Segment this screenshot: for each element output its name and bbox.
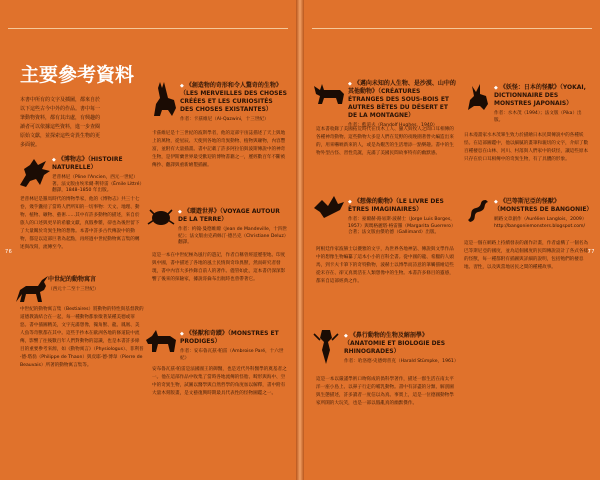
section-title: 主要參考資料 (20, 64, 135, 86)
entry-body: 這是一本以嚴謹學術口吻寫成的偽科學著作，描述一群生活在南太平洋一座小島上、以鼻子行走的哺乳動物。書中有詳盡的分類、解剖圖與生態描述，許多讀者一度信以為真。事實上，這是一位德國動物學家所開的大玩笑，也是一部以假亂真的幽默傑作。 (316, 377, 454, 406)
entry-mandeville-body (152, 252, 288, 284)
right-page (304, 0, 600, 480)
bullet-icon: ◆ (494, 199, 498, 205)
entry-title: 中世紀的動物寓言 (48, 276, 97, 283)
entry-body: 這是一本在中世紀極為風行的遊記，作者自稱曾經遊歷聖地、印度與中國，書中描述了各地的風土民情與奇珍異獸，然而研究者發現，書中內容大多抄錄自前人的著作。儘管如此，這本書仍深深影響了後來的探險家，據說哥倫布出航時也曾帶著它。 (152, 253, 286, 282)
entry-randolf-body (316, 126, 456, 158)
right-page-number: 77 (587, 249, 595, 255)
entry-title: ◆ 《妖怪：日本的怪獸》（YOKAI, DICTIONNAIRE DES MONSTRES JAPONAIS） (494, 84, 586, 107)
entry-medieval-body (20, 306, 144, 370)
bullet-icon: ◆ (494, 85, 498, 91)
unicorn-illustration (14, 276, 50, 304)
beetle-creature-illustration (146, 206, 176, 230)
entry-qazwini (180, 82, 288, 128)
entry-rhinogrades (344, 332, 458, 370)
entry-body: 中世紀的動物寓言集（Bestiaires）將動物的特性與基督教的道德教誨結合在一起，每一種動物都象徵著某種美德或罪惡。書中插圖精美，文字充滿想像，獨角獸、龍、鳳凰、美人魚等奇獸都在其中。這些手抄本在歐洲各地的修道院中流傳，影響了往後數百年人們對動物的認識，也是本書許多條目的重要參考來源，如《動物寓言》（Physiologus）、菲利普·德·塔翁（Philippe de Thaon）與皮耶·德·博韋（Pierre de Beauvais）所著的動物寓言集等。 (20, 307, 144, 368)
entry-yokai (494, 84, 590, 128)
rhinograde-illustration (312, 328, 340, 366)
entry-body: 老普林尼是羅馬時代的博物學家，他的《博物志》共三十七卷，幾乎囊括了當時人們所知的一切事物：天文、地理、動物、植物、礦物、藝術……其中有許多動物的描述，來自於旅人的口述與更早的希臘文獻，真假參雜，卻也為後世留下了大量關於奇異生物的想像。本書中許多古代傳說中的動物，都是以這部巨著為起點，再經過中世紀動物寓言集的轉述與改寫，流傳至今。 (20, 197, 140, 250)
entry-meta: 作者：卡茲維尼（Al-Qazwini，十三世紀） (180, 117, 269, 122)
entry-body: 安布魯瓦茲·帕雷是法國國王的御醫，也是近代外科醫學的奠基者之一。他在這部作品中收集了當時各地流傳的怪胎、畸形與海中、空中的奇異生物，試圖以醫學與自然哲學的角度加以解釋，書中附有大量木刻版畫，是文藝復興時期最具代表性的怪物圖鑑之一。 (152, 367, 287, 396)
griffin-illustration (16, 155, 54, 189)
entry-body: 這本書收錄了美國拓荒時代在伐木工人、獵人與牧人之間口耳相傳的各種神奇動物。這些動物大多是人們在荒野的夜晚圍著營火編造出來的，用來嚇唬新來的人，或是為艱苦的生活增添一點樂趣。書中的生物外型古怪、習性荒誕，充滿了美國民間故事特有的幽默感。 (316, 127, 454, 156)
horned-hare-illustration (148, 80, 178, 118)
bull-illustration (312, 80, 346, 106)
entry-bangonie-body (464, 240, 590, 272)
intro-paragraph: 本書中所有的文字及插圖，都來自於以下這些古今中外的作品。書中每一筆動物資料，都有其出處，有興趣的讀者可以依據這些資料，進一步查閱原始文獻，並探索這些奇異生物的更多面貌。 (20, 97, 101, 148)
entry-bangonie (494, 198, 593, 234)
bullet-icon: ◆ (348, 81, 352, 87)
entry-title: ◆ 《邁向未知的人生物、是沙漠、山中的其他動物》（CRÉATURES ÉTRANGES DES SOUS-BOIS ET AUTRES BÊTES DU DÉSERT ET DE LA MONTAGNE） (348, 80, 456, 119)
bullet-icon: ◆ (180, 331, 184, 337)
entry-meta: 作者：哈洛德·史德姆普克（Harald Stümpke，1961） (344, 359, 459, 364)
entry-body: 日本漫畫家水木茂畢生致力於描繪日本民間傳說中的各種妖怪。在這部圖鑑中，他以細膩的畫筆和親切的文字，介紹了數百種棲息在山林、河川、村落與人們家中的妖怪，讓這些原本只存在於口耳相傳中的奇異生物，有了具體的形象。 (464, 133, 589, 162)
serpent-illustration (464, 196, 492, 224)
entry-yokai-body (464, 132, 590, 164)
entry-title: ◆ 《博物志》（HISTOIRE NATURELLE） (52, 156, 123, 171)
bullet-icon: ◆ (180, 83, 184, 89)
entry-meta: 作者：水木茂（1994）；法文版（Pika）出版。 (494, 111, 582, 123)
entry-meta: 作者：約翰·曼德維爾（Jean de Mandeville，十四世紀）；法文版由克莉絲汀·德呂克（Christiane Deluz）翻譯。 (178, 227, 288, 245)
entry-title: ◆ 《環遊世界》（VOYAGE AUTOUR DE LA TERRE） (178, 208, 280, 223)
entry-pare-body (152, 366, 288, 398)
entry-title: ◆ 《創造物的奇形和令人驚奇的生物》（LES MERVEILLES DES CHOSES CRÉÉES ET LES CURIOSITÉS DES CHOSES EXISTANTES） (180, 82, 287, 113)
entry-rhinogrades-body (316, 376, 456, 408)
bullet-icon: ◆ (52, 157, 56, 163)
entry-medieval (48, 276, 144, 298)
bullet-icon: ◆ (344, 333, 348, 339)
entry-body: 卡茲維尼是十三世紀的波斯學者，他的這部宇宙誌描述了天上與地上的萬物，從星辰、天使到各地的奇異動物、植物與礦物，內容豐富，並附有大量插畫。書中記載了許多阿拉伯與波斯傳說中的神奇生物，是伊斯蘭世界最受歡迎的博物書籍之一，歷經數百年不斷被傳抄、翻譯與重新繪製插圖。 (152, 131, 286, 168)
entry-pliny-body (20, 196, 144, 252)
book-gutter (296, 0, 304, 480)
top-rule (8, 28, 288, 29)
entry-title: ◆ 《巴等斯尼亞的怪獸》（MONSTRES DE BANGONIE） (494, 198, 593, 213)
left-page-number: 76 (5, 249, 13, 255)
bullet-icon: ◆ (178, 209, 182, 215)
entry-meta: 作者：藍道夫（Randolf Hughes，1940） (348, 123, 438, 128)
left-page (0, 0, 296, 480)
entry-meta: 作者：豪爾赫·路易斯·波赫士（Jorge Luis Borges，1957）與瑪格麗塔·格雷羅（Margarita Guerrero）合著；法文版由傑哈德（Gallimard）出版。 (348, 217, 456, 235)
wolf-beast-illustration (144, 328, 178, 354)
entry-pliny (52, 156, 144, 199)
top-rule (312, 28, 592, 29)
entry-title: ◆ 《想像的動物》（LE LIVRE DES ÊTRES IMAGINAIRES） (348, 198, 444, 213)
entry-pare (180, 330, 288, 366)
entry-meta: 網路文章創作（Aurélien Langlois，2009）http://bangoniemonsters.blogspot.com/ (494, 217, 587, 229)
entry-borges (348, 198, 458, 241)
entry-subtitle: （西元十二至十三世紀） (48, 287, 99, 292)
entry-meta: 老普林尼（Pline l'Ancien，西元一世紀）著。法文版由埃米爾·利特雷（Émile Littré）翻譯，1848–1850 年出版。 (52, 175, 142, 193)
entry-body: 這是一個在網路上持續發表的創作計畫，作者虛構了一個名為巴等斯尼亞的國度，並為這個國度的民間傳說設計了各式各樣的怪獸，每一種都附有插圖與詳細的說明，包括牠們的棲息地、習性，以及與當地居民之間的種種故事。 (464, 241, 589, 270)
entry-mandeville (178, 208, 288, 251)
bullet-icon: ◆ (348, 199, 352, 205)
entry-title: ◆ 《鼻行動物的生物及解剖學》（ANATOMIE ET BIOLOGIE DES RHINOGRADES） (344, 332, 446, 355)
entry-title: ◆ 《怪獸和奇蹟》（MONSTRES ET PRODIGES） (180, 330, 279, 345)
entry-body: 阿根廷作家波赫士以優雅的文字，為世界各地神話、傳說與文學作品中的想像生物編纂了這本小小的百科全書。從中國的龍、希臘的人頭馬，到卡夫卡筆下的奇特動物，波赫士以博學而詩意的筆觸描繪這些從未存在、卻又真實活在人類想像中的生物。本書許多條目的靈感，都來自這部經典之作。 (316, 247, 454, 284)
entry-meta: 作者：安布魯瓦茲·帕雷（Ambroise Paré，十六世紀） (180, 349, 284, 361)
entry-borges-body (316, 246, 456, 286)
entry-qazwini-body (152, 130, 288, 170)
yokai-illustration (464, 82, 492, 112)
winged-creature-illustration (312, 194, 346, 220)
